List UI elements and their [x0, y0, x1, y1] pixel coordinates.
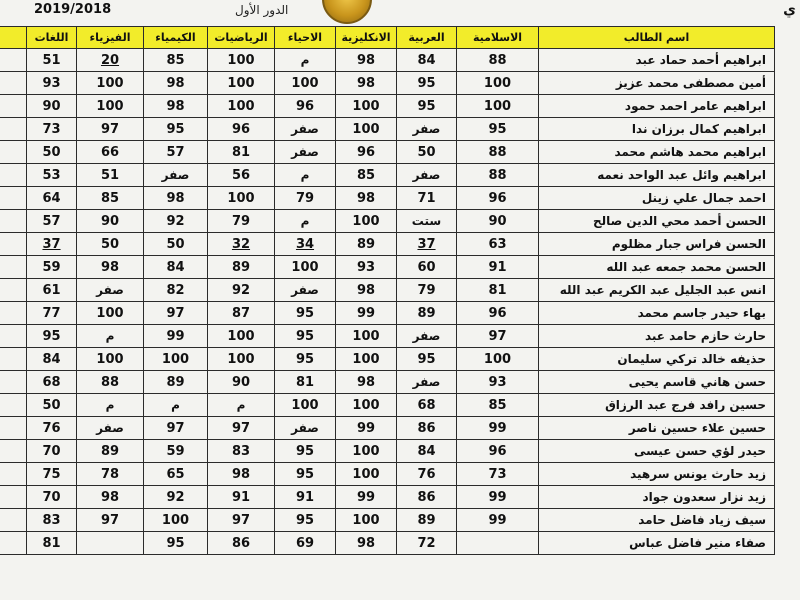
grade-cell: صفر: [275, 118, 336, 141]
student-name-cell: ابراهيم محمد هاشم محمد: [539, 141, 775, 164]
grade-cell: 100: [208, 348, 275, 371]
grade-cell: 98: [336, 187, 397, 210]
grade-cell: 85: [336, 164, 397, 187]
grade-cell: 100: [208, 72, 275, 95]
grade-cell: صفر: [144, 164, 208, 187]
grade-cell: 98: [208, 463, 275, 486]
column-header: العربية: [397, 27, 457, 49]
grade-cell: 84: [144, 256, 208, 279]
cutoff-cell: [0, 187, 27, 210]
grade-cell: م: [208, 394, 275, 417]
grade-cell: 100: [457, 72, 539, 95]
grade-cell: 61: [27, 279, 77, 302]
grade-cell: 100: [336, 440, 397, 463]
grade-cell: 95: [275, 463, 336, 486]
grade-cell: 68: [27, 371, 77, 394]
student-name-cell: الحسن فراس جبار مظلوم: [539, 233, 775, 256]
cutoff-cell: [0, 486, 27, 509]
column-header-cutoff: [0, 27, 27, 49]
grade-cell: 100: [457, 95, 539, 118]
cutoff-cell: [0, 141, 27, 164]
grade-cell: 100: [336, 325, 397, 348]
grade-cell: 81: [457, 279, 539, 302]
table-row: [0, 187, 775, 210]
grade-cell: 99: [336, 486, 397, 509]
grade-cell: 97: [457, 325, 539, 348]
table-row: [0, 118, 775, 141]
grade-cell: م: [77, 325, 144, 348]
grade-cell: 95: [27, 325, 77, 348]
grade-cell: 95: [275, 440, 336, 463]
grade-cell: 100: [457, 348, 539, 371]
table-row: [0, 279, 775, 302]
grade-cell: ستت: [397, 210, 457, 233]
grade-cell: 88: [457, 141, 539, 164]
grade-cell: 59: [27, 256, 77, 279]
grade-cell: [77, 532, 144, 555]
grade-cell: 60: [397, 256, 457, 279]
page-header: [0, 0, 800, 26]
grade-cell: 96: [457, 187, 539, 210]
student-name-cell: حسين رافد فرج عبد الرزاق: [539, 394, 775, 417]
grade-cell: 95: [397, 95, 457, 118]
cutoff-cell: [0, 417, 27, 440]
student-name-cell: زيد حارث يونس سرهيد: [539, 463, 775, 486]
grade-cell: م: [275, 164, 336, 187]
grade-cell: 100: [336, 394, 397, 417]
student-name-cell: بهاء حيدر جاسم محمد: [539, 302, 775, 325]
table-row: [0, 417, 775, 440]
grade-cell: 90: [457, 210, 539, 233]
grade-cell: م: [144, 394, 208, 417]
grade-cell: 95: [275, 302, 336, 325]
grade-cell: 95: [397, 72, 457, 95]
student-name-cell: انس عبد الجليل عبد الكريم عبد الله: [539, 279, 775, 302]
grade-cell: 81: [27, 532, 77, 555]
year-label: 2019/2018: [34, 2, 112, 17]
grade-cell: 95: [275, 325, 336, 348]
grade-cell: 99: [144, 325, 208, 348]
grade-cell: 99: [336, 417, 397, 440]
student-name-cell: سيف زياد فاضل حامد: [539, 509, 775, 532]
student-name-cell: حذيفه خالد تركي سليمان: [539, 348, 775, 371]
cutoff-cell: [0, 256, 27, 279]
grade-cell: 68: [397, 394, 457, 417]
grade-cell: 50: [27, 141, 77, 164]
grade-cell: 91: [275, 486, 336, 509]
grade-cell: م: [275, 210, 336, 233]
grade-cell: 65: [144, 463, 208, 486]
column-header: اللغات: [27, 27, 77, 49]
grade-cell: 57: [27, 210, 77, 233]
grade-cell: صفر: [397, 371, 457, 394]
student-name-cell: الحسن أحمد محي الدين صالح: [539, 210, 775, 233]
grade-cell: صفر: [77, 417, 144, 440]
grade-cell: 95: [397, 348, 457, 371]
grade-cell: 79: [397, 279, 457, 302]
grade-cell: 97: [208, 417, 275, 440]
student-name-cell: ابراهيم وائل عبد الواحد نعمه: [539, 164, 775, 187]
grade-cell: 96: [275, 95, 336, 118]
grade-cell: 98: [336, 532, 397, 555]
grade-cell: 98: [336, 371, 397, 394]
grade-cell: صفر: [275, 141, 336, 164]
grade-cell: 98: [144, 72, 208, 95]
student-name-cell: زيد نزار سعدون جواد: [539, 486, 775, 509]
grade-cell: 98: [144, 187, 208, 210]
grade-cell: 96: [208, 118, 275, 141]
grade-cell: 100: [275, 394, 336, 417]
grade-cell: 100: [275, 72, 336, 95]
grade-cell: 100: [208, 325, 275, 348]
cutoff-cell: [0, 164, 27, 187]
cutoff-cell: [0, 49, 27, 72]
grade-cell: 83: [208, 440, 275, 463]
grade-cell: 89: [77, 440, 144, 463]
grade-cell: م: [77, 394, 144, 417]
corner-text: ي: [783, 2, 796, 18]
grade-cell: 97: [144, 302, 208, 325]
grade-cell: 37: [27, 233, 77, 256]
grade-cell: 95: [275, 509, 336, 532]
table-row: [0, 532, 775, 555]
grade-cell: 85: [457, 394, 539, 417]
grade-cell: صفر: [77, 279, 144, 302]
grade-cell: 50: [27, 394, 77, 417]
grade-cell: 100: [77, 302, 144, 325]
student-name-cell: حارث حازم حامد عبد: [539, 325, 775, 348]
grade-cell: 90: [27, 95, 77, 118]
grade-cell: 86: [397, 417, 457, 440]
grade-cell: 84: [27, 348, 77, 371]
grade-cell: 64: [27, 187, 77, 210]
grade-cell: صفر: [275, 279, 336, 302]
grade-cell: 56: [208, 164, 275, 187]
grade-cell: 98: [336, 72, 397, 95]
grade-cell: [457, 532, 539, 555]
grade-cell: 93: [27, 72, 77, 95]
grade-cell: 89: [336, 233, 397, 256]
table-row: [0, 49, 775, 72]
grade-cell: 37: [397, 233, 457, 256]
cutoff-cell: [0, 463, 27, 486]
grade-cell: 100: [336, 118, 397, 141]
grade-cell: 100: [77, 348, 144, 371]
grade-cell: 71: [397, 187, 457, 210]
student-name-cell: ابراهيم أحمد حماد عبد: [539, 49, 775, 72]
grade-cell: 90: [77, 210, 144, 233]
grade-cell: 100: [336, 463, 397, 486]
grade-cell: 95: [457, 118, 539, 141]
grade-cell: 99: [457, 509, 539, 532]
student-name-cell: أمين مصطفى محمد عزيز: [539, 72, 775, 95]
grade-cell: 100: [144, 348, 208, 371]
cutoff-cell: [0, 233, 27, 256]
grade-cell: 98: [77, 486, 144, 509]
student-name-cell: ابراهيم عامر احمد حمود: [539, 95, 775, 118]
grade-cell: 90: [208, 371, 275, 394]
grade-cell: 84: [397, 49, 457, 72]
grade-cell: 88: [77, 371, 144, 394]
grade-cell: 81: [275, 371, 336, 394]
table-body: [0, 49, 775, 555]
grade-cell: 51: [77, 164, 144, 187]
table-row: [0, 509, 775, 532]
grade-cell: 79: [208, 210, 275, 233]
grade-cell: 93: [457, 371, 539, 394]
grade-cell: 99: [457, 486, 539, 509]
grade-cell: 100: [275, 256, 336, 279]
grade-cell: 97: [144, 417, 208, 440]
grade-cell: 99: [336, 302, 397, 325]
table-row: [0, 325, 775, 348]
grade-cell: صفر: [397, 325, 457, 348]
grade-cell: 89: [144, 371, 208, 394]
grade-cell: 96: [457, 440, 539, 463]
grade-cell: 88: [457, 164, 539, 187]
grade-cell: 100: [77, 72, 144, 95]
table-row: [0, 210, 775, 233]
grade-cell: 99: [457, 417, 539, 440]
column-header: الكيمياء: [144, 27, 208, 49]
column-header: الانكليزية: [336, 27, 397, 49]
grade-cell: صفر: [397, 118, 457, 141]
grade-cell: 100: [336, 210, 397, 233]
column-header: الاسلامية: [457, 27, 539, 49]
grade-cell: 100: [336, 95, 397, 118]
column-header: الرياضيات: [208, 27, 275, 49]
grade-cell: 98: [144, 95, 208, 118]
grade-cell: 85: [77, 187, 144, 210]
grade-cell: 50: [77, 233, 144, 256]
grade-cell: 92: [144, 486, 208, 509]
grade-cell: 100: [208, 95, 275, 118]
grade-cell: 88: [457, 49, 539, 72]
ministry-seal-icon: [322, 0, 372, 24]
student-name-cell: حسن هاني قاسم يحيى: [539, 371, 775, 394]
grade-cell: 72: [397, 532, 457, 555]
student-name-cell: صفاء منير فاضل عباس: [539, 532, 775, 555]
grade-cell: 76: [397, 463, 457, 486]
grade-cell: 97: [77, 509, 144, 532]
grade-cell: 57: [144, 141, 208, 164]
grade-cell: 81: [208, 141, 275, 164]
grade-cell: 70: [27, 486, 77, 509]
cutoff-cell: [0, 279, 27, 302]
grade-cell: 84: [397, 440, 457, 463]
grade-cell: صفر: [275, 417, 336, 440]
table-row: [0, 302, 775, 325]
grade-cell: 86: [397, 486, 457, 509]
grade-cell: 82: [144, 279, 208, 302]
cutoff-cell: [0, 210, 27, 233]
table-row: [0, 233, 775, 256]
table-header-row: [0, 27, 775, 49]
grade-cell: 59: [144, 440, 208, 463]
cutoff-cell: [0, 509, 27, 532]
table-row: [0, 486, 775, 509]
grade-cell: 50: [397, 141, 457, 164]
grade-cell: 63: [457, 233, 539, 256]
grade-cell: 95: [144, 532, 208, 555]
grade-cell: 98: [336, 49, 397, 72]
grades-table: [0, 26, 775, 555]
column-header: الفيزياء: [77, 27, 144, 49]
cutoff-cell: [0, 348, 27, 371]
grade-cell: 73: [27, 118, 77, 141]
table-row: [0, 141, 775, 164]
grade-cell: 89: [397, 302, 457, 325]
grade-cell: 92: [144, 210, 208, 233]
grade-cell: 96: [457, 302, 539, 325]
student-name-cell: حسين علاء حسين ناصر: [539, 417, 775, 440]
cutoff-cell: [0, 95, 27, 118]
table-row: [0, 463, 775, 486]
grade-cell: 50: [144, 233, 208, 256]
grade-cell: 83: [27, 509, 77, 532]
cutoff-cell: [0, 371, 27, 394]
grade-cell: 100: [77, 95, 144, 118]
cutoff-cell: [0, 325, 27, 348]
table-row: [0, 348, 775, 371]
column-header: اسم الطالب: [539, 27, 775, 49]
grade-cell: 91: [208, 486, 275, 509]
grade-cell: 86: [208, 532, 275, 555]
grade-cell: 97: [77, 118, 144, 141]
grade-cell: 87: [208, 302, 275, 325]
grade-cell: صفر: [397, 164, 457, 187]
exam-round-label: الدور الأول: [235, 3, 289, 17]
cutoff-cell: [0, 394, 27, 417]
cutoff-cell: [0, 532, 27, 555]
grade-cell: 100: [336, 509, 397, 532]
grade-cell: 89: [397, 509, 457, 532]
student-name-cell: الحسن محمد جمعه عبد الله: [539, 256, 775, 279]
grade-cell: 92: [208, 279, 275, 302]
cutoff-cell: [0, 118, 27, 141]
grade-cell: 100: [336, 348, 397, 371]
grade-cell: 66: [77, 141, 144, 164]
grade-cell: 76: [27, 417, 77, 440]
grade-cell: 53: [27, 164, 77, 187]
grade-cell: 100: [144, 509, 208, 532]
grade-cell: 89: [208, 256, 275, 279]
grade-cell: م: [275, 49, 336, 72]
table-row: [0, 440, 775, 463]
grade-cell: 98: [77, 256, 144, 279]
cutoff-cell: [0, 302, 27, 325]
cutoff-cell: [0, 440, 27, 463]
grade-cell: 34: [275, 233, 336, 256]
grade-cell: 100: [208, 187, 275, 210]
table-row: [0, 164, 775, 187]
grade-cell: 85: [144, 49, 208, 72]
table-row: [0, 72, 775, 95]
grade-cell: 97: [208, 509, 275, 532]
table-row: [0, 95, 775, 118]
grade-cell: 70: [27, 440, 77, 463]
cutoff-cell: [0, 72, 27, 95]
student-name-cell: ابراهيم كمال برزان ندا: [539, 118, 775, 141]
column-header: الاحياء: [275, 27, 336, 49]
grade-cell: 69: [275, 532, 336, 555]
grade-cell: 96: [336, 141, 397, 164]
table-row: [0, 371, 775, 394]
grade-cell: 77: [27, 302, 77, 325]
table-row: [0, 394, 775, 417]
grade-cell: 73: [457, 463, 539, 486]
grade-cell: 78: [77, 463, 144, 486]
grade-cell: 75: [27, 463, 77, 486]
grade-cell: 32: [208, 233, 275, 256]
table-row: [0, 256, 775, 279]
grade-cell: 79: [275, 187, 336, 210]
grade-cell: 98: [336, 279, 397, 302]
grade-cell: 95: [144, 118, 208, 141]
grade-cell: 20: [77, 49, 144, 72]
student-name-cell: حيدر لؤي حسن عيسى: [539, 440, 775, 463]
grade-cell: 91: [457, 256, 539, 279]
grade-cell: 51: [27, 49, 77, 72]
grade-cell: 100: [208, 49, 275, 72]
grade-cell: 95: [275, 348, 336, 371]
student-name-cell: احمد جمال علي زينل: [539, 187, 775, 210]
grade-cell: 93: [336, 256, 397, 279]
